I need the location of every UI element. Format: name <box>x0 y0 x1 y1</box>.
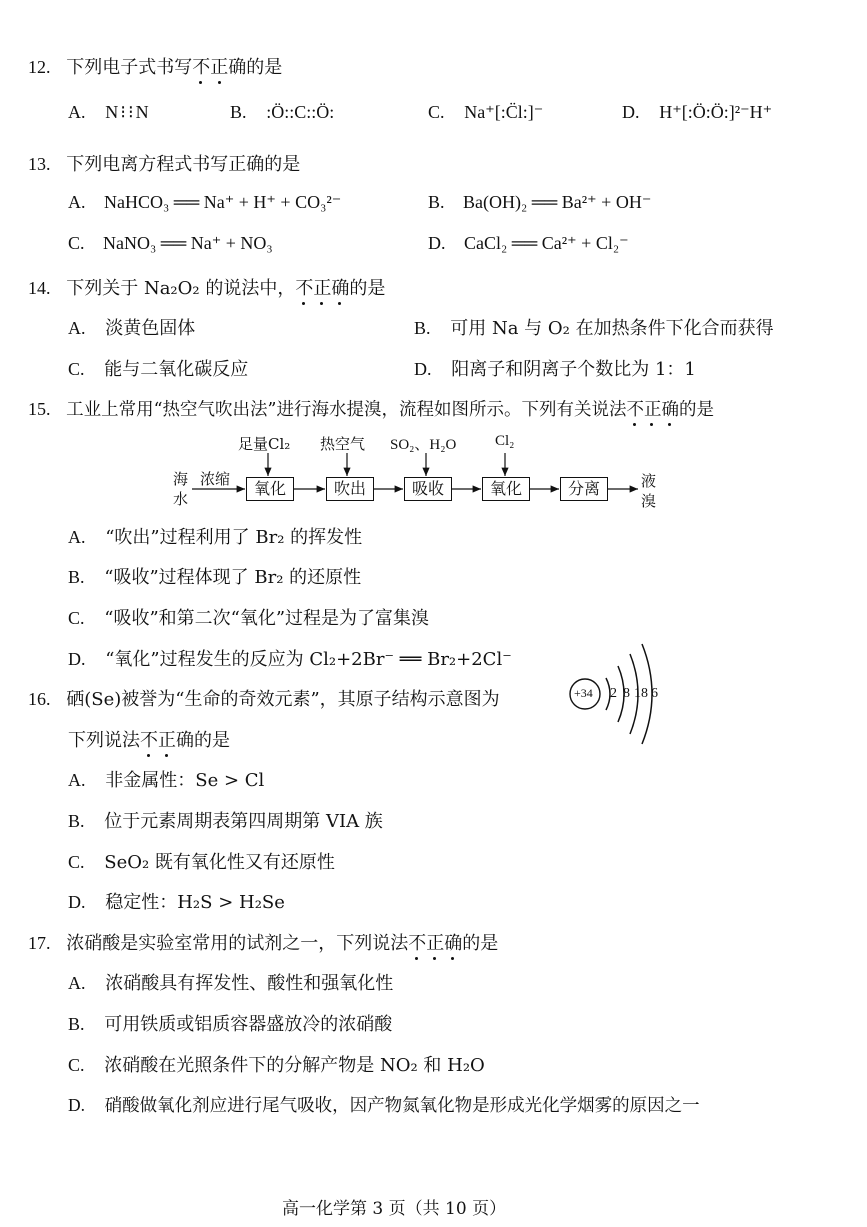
stem-text: 浓硝酸是实验室常用的试剂之一，下列说法 <box>66 933 409 954</box>
option-letter: D. <box>68 649 86 669</box>
shell-count: 8 <box>623 686 630 701</box>
emphasis-text: 不正确 <box>295 278 349 299</box>
option-letter: A. <box>68 527 86 547</box>
question-16-stem <box>28 685 500 711</box>
option-A[interactable] <box>68 969 393 995</box>
option-letter: C. <box>68 1055 85 1075</box>
shell-count: 2 <box>610 686 617 701</box>
question-number: 12. <box>28 57 51 77</box>
option-letter: D. <box>622 102 640 122</box>
input-label: 热空气 <box>320 435 366 453</box>
step-box: 氧化 <box>482 477 530 501</box>
emphasis-text: 不正确 <box>626 400 679 420</box>
option-text: “吹出”过程利用了 Br₂ 的挥发性 <box>105 527 363 548</box>
question-17-stem <box>28 929 498 955</box>
option-letter: B. <box>68 811 85 831</box>
option-text: NaHCO₃ ══ Na⁺ + H⁺ + CO₃²⁻ <box>104 192 342 212</box>
step-box: 分离 <box>560 477 608 501</box>
source-label: 海 <box>173 470 189 488</box>
stem-text: 下列说法 <box>68 730 140 751</box>
option-text: 浓硝酸在光照条件下的分解产物是 NO₂ 和 H₂O <box>104 1055 485 1076</box>
option-text: 可用铁质或铝质容器盛放冷的浓硝酸 <box>104 1014 393 1035</box>
stem-text: 确的是 <box>228 57 283 78</box>
option-letter: A. <box>68 318 86 338</box>
stem-text: 的是 <box>678 400 714 420</box>
option-letter: A. <box>68 192 86 212</box>
option-text: 非金属性：Se > Cl <box>105 770 265 791</box>
option-D[interactable] <box>68 1092 700 1117</box>
option-letter: A. <box>68 102 86 122</box>
source-label: 水 <box>173 490 189 508</box>
option-text: :Ö::C::Ö: <box>266 102 335 122</box>
option-text: N⁝⁝N <box>105 102 151 122</box>
stem-text: 下列关于 Na₂O₂ 的说法中， <box>66 278 296 299</box>
option-letter: D. <box>68 1095 86 1115</box>
option-A[interactable] <box>68 766 264 792</box>
option-C[interactable] <box>68 848 335 874</box>
option-letter: B. <box>68 1014 85 1034</box>
option-A[interactable] <box>68 523 362 549</box>
option-text: 位于元素周期表第四周期第 VIA 族 <box>104 811 383 832</box>
option-text: 可用 Na 与 O₂ 在加热条件下化合而获得 <box>450 318 774 339</box>
option-text: Ba(OH)₂ ══ Ba²⁺ + OH⁻ <box>463 192 652 212</box>
flow-arrows <box>0 0 867 560</box>
stem-text: 的是 <box>462 933 499 954</box>
stem-text: 的是 <box>349 278 386 299</box>
option-letter: C. <box>68 233 85 253</box>
option-letter: B. <box>68 567 85 587</box>
option-text: 淡黄色固体 <box>105 318 196 339</box>
option-text: SeO₂ 既有氧化性又有还原性 <box>104 852 335 873</box>
question-number: 14. <box>28 278 51 298</box>
option-text: “氧化”过程发生的反应为 Cl₂+2Br⁻ ══ Br₂+2Cl⁻ <box>105 649 512 670</box>
emphasis-text: 不正确 <box>408 933 462 954</box>
input-label: SO₂、H₂O <box>390 437 457 453</box>
question-number: 15. <box>28 399 51 419</box>
stem-text: 工业上常用“热空气吹出法”进行海水提溴，流程如图所示。下列有关说法 <box>66 400 627 420</box>
option-C[interactable] <box>68 604 429 630</box>
stem-text: 下列电离方程式书写正确的是 <box>66 154 301 175</box>
stem-text: 确的是 <box>176 730 230 751</box>
option-letter: C. <box>428 102 445 122</box>
input-label: 足量Cl₂ <box>238 435 291 453</box>
question-16-stem-2 <box>68 726 230 752</box>
question-number: 16. <box>28 689 51 709</box>
option-letter: D. <box>428 233 446 253</box>
option-text: H⁺[:Ö:Ö:]²⁻H⁺ <box>659 102 773 122</box>
input-label: Cl₂ <box>495 433 515 449</box>
option-text: Na⁺[:C̈l:]⁻ <box>464 102 544 122</box>
option-letter: C. <box>68 852 85 872</box>
option-C[interactable] <box>68 1051 485 1077</box>
option-letter: D. <box>68 892 86 912</box>
emphasis-text: 不正 <box>192 57 228 78</box>
option-text: 浓硝酸具有挥发性、酸性和强氧化性 <box>105 973 394 994</box>
option-letter: C. <box>68 359 85 379</box>
option-text: 阳离子和阴离子个数比为 1：1 <box>451 359 696 380</box>
option-letter: C. <box>68 608 85 628</box>
product-label: 溴 <box>641 492 657 510</box>
option-text: “吸收”过程体现了 Br₂ 的还原性 <box>104 567 362 588</box>
stem-text: 硒(Se)被誉为“生命的奇效元素”，其原子结构示意图为 <box>66 689 500 710</box>
option-text: 稳定性：H₂S > H₂Se <box>105 892 285 913</box>
product-label: 液 <box>641 472 657 490</box>
nucleus-label: +34 <box>574 686 593 700</box>
page-footer: 高一化学第 3 页（共 10 页） <box>282 1199 507 1219</box>
option-B[interactable] <box>68 807 383 833</box>
option-text: 能与二氧化碳反应 <box>104 359 249 380</box>
option-text: “吸收”和第二次“氧化”过程是为了富集溴 <box>104 608 430 629</box>
question-number: 13. <box>28 154 51 174</box>
stem-text: 下列电子式书写 <box>66 57 193 78</box>
option-B[interactable] <box>68 1010 392 1036</box>
option-text: NaNO₃ ══ Na⁺ + NO₃ <box>103 233 273 253</box>
step-box: 吸收 <box>404 477 452 501</box>
step-box: 吹出 <box>326 477 374 501</box>
step-box: 氧化 <box>246 477 294 501</box>
option-text: 硝酸做氧化剂应进行尾气吸收，因产物氮氧化物是形成光化学烟雾的原因之一 <box>104 1096 700 1116</box>
option-text: CaCl₂ ══ Ca²⁺ + Cl₂⁻ <box>464 233 629 253</box>
shell-count: 6 <box>651 686 658 701</box>
option-letter: A. <box>68 973 86 993</box>
option-B[interactable] <box>68 563 361 589</box>
question-number: 17. <box>28 933 51 953</box>
option-letter: B. <box>428 192 445 212</box>
shell-count: 18 <box>634 686 648 701</box>
option-letter: B. <box>230 102 247 122</box>
option-letter: B. <box>414 318 431 338</box>
emphasis-text: 不正 <box>140 730 176 751</box>
option-D[interactable] <box>68 645 512 671</box>
arrow-label: 浓缩 <box>200 470 231 488</box>
option-D[interactable] <box>68 888 285 914</box>
option-letter: A. <box>68 770 86 790</box>
option-letter: D. <box>414 359 432 379</box>
